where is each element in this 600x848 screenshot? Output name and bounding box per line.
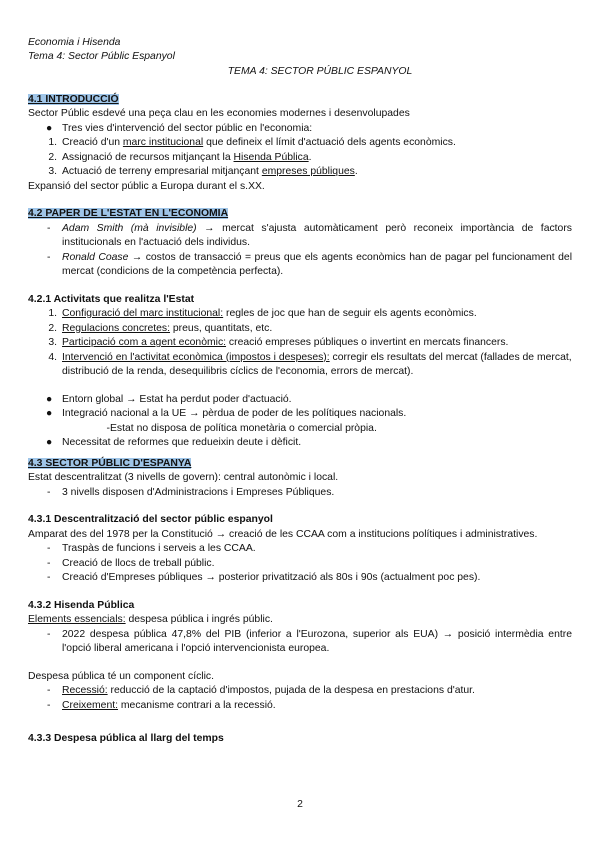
section-4-3-2-elements: Elements essencials: despesa pública i ingrés públic. bbox=[28, 614, 273, 625]
list-item: 3. Participació com a agent econòmic: creació empreses públiques o invertint en mercats financers. bbox=[48, 337, 509, 348]
section-4-3-3-heading: 4.3.3 Despesa pública al llarg del temps bbox=[28, 733, 224, 744]
section-4-3-1-paragraph: Amparat des del 1978 per la Constitució → creació de les CCAA com a institucions polítiques i administratives. bbox=[28, 528, 538, 540]
list-item: 1. Configuració del marc institucional: regles de joc que han de seguir els agents econòmics. bbox=[48, 308, 477, 319]
list-item: - Estat no disposa de política monetària o comercial pròpia. bbox=[106, 422, 377, 434]
list-item: - Traspàs de funcions i serveis a les CCAA. bbox=[47, 543, 256, 554]
list-item: - Adam Smith (mà invisible) → mercat s'ajusta automàticament però reconeix importància de factors institucionals en l'actuació dels individus. bbox=[47, 222, 572, 248]
list-item: - Ronald Coase → costos de transacció = preus que els agents econòmics han de pagar pel funcionament del mercat (condicions de la competència perfecta). bbox=[47, 251, 572, 277]
list-item: - Creació d'Empreses públiques → posterior privatització als 80s i 90s (actualment poc pes). bbox=[47, 572, 481, 583]
list-item: ● Integració nacional a la UE → pèrdua de poder de les polítiques nacionals. bbox=[46, 408, 407, 419]
section-4-1-closing: Expansió del sector públic a Europa durant el s.XX. bbox=[28, 180, 265, 192]
section-4-2-1-heading: 4.2.1 Activitats que realitza l'Estat bbox=[28, 293, 195, 305]
section-4-3-2-heading: 4.3.2 Hisenda Pública bbox=[28, 599, 135, 611]
section-4-3-heading: 4.3 SECTOR PÚBLIC D'ESPANYA bbox=[28, 457, 192, 469]
list-item: - 3 nivells disposen d'Administracions i Empreses Públiques. bbox=[47, 486, 335, 498]
page-number: 2 bbox=[297, 799, 303, 810]
list-item: - Recessió: reducció de la captació d'impostos, pujada de la despesa en prestacions d'atur. bbox=[47, 685, 475, 696]
list-item: ● Entorn global → Estat ha perdut poder d'actuació. bbox=[46, 393, 292, 405]
document-page bbox=[28, 36, 572, 747]
list-item: ● Tres vies d'intervenció del sector públic en l'economia: bbox=[46, 122, 313, 134]
section-4-3-1-heading: 4.3.1 Descentralització del sector públic espanyol bbox=[28, 514, 273, 525]
running-header-topic: Tema 4: Sector Públic Espanyol bbox=[28, 51, 175, 62]
section-4-1-heading: 4.1 INTRODUCCIÓ bbox=[28, 93, 119, 105]
section-4-3-intro: Estat descentralitzat (3 nivells de govern): central autonòmic i local. bbox=[28, 472, 339, 483]
list-item: - Creació de llocs de treball públic. bbox=[47, 557, 215, 569]
list-item: 1. Creació d'un marc institucional que defineix el límit d'actuació dels agents econòmics. bbox=[48, 137, 456, 148]
list-item: - Creixement: mecanisme contrari a la recessió. bbox=[47, 699, 276, 711]
section-4-1-intro: Sector Públic esdevé una peça clau en les economies modernes i desenvolupades bbox=[28, 108, 410, 119]
list-item: 4. Intervenció en l'activitat econòmica (impostos i despeses): corregir els resultats del mercat (fallades de mercat, distribució de la renda, desequilibris cíclics de l'economia, errors de mercat). bbox=[48, 351, 572, 377]
list-item: 2. Regulacions concretes: preus, quantitats, etc. bbox=[48, 322, 273, 334]
list-item: 3. Actuació de terreny empresarial mitjançant empreses públiques. bbox=[48, 166, 358, 177]
running-header-subject: Economia i Hisenda bbox=[28, 37, 121, 48]
page-title: TEMA 4: SECTOR PÚBLIC ESPANYOL bbox=[227, 66, 413, 77]
list-item: - 2022 despesa pública 47,8% del PIB (inferior a l'Eurozona, superior als EUA) → posició intermèdia entre l'opció liberal americana i l'opció intervencionista europea. bbox=[47, 628, 572, 654]
list-item: 2. Assignació de recursos mitjançant la Hisenda Pública. bbox=[48, 151, 312, 163]
list-item: ● Necessitat de reformes que redueixin deute i dèficit. bbox=[46, 437, 302, 448]
section-4-2-heading: 4.2 PAPER DE L'ESTAT EN L'ECONOMIA bbox=[28, 208, 229, 219]
section-4-3-2-cyclic: Despesa pública té un component cíclic. bbox=[28, 670, 214, 682]
